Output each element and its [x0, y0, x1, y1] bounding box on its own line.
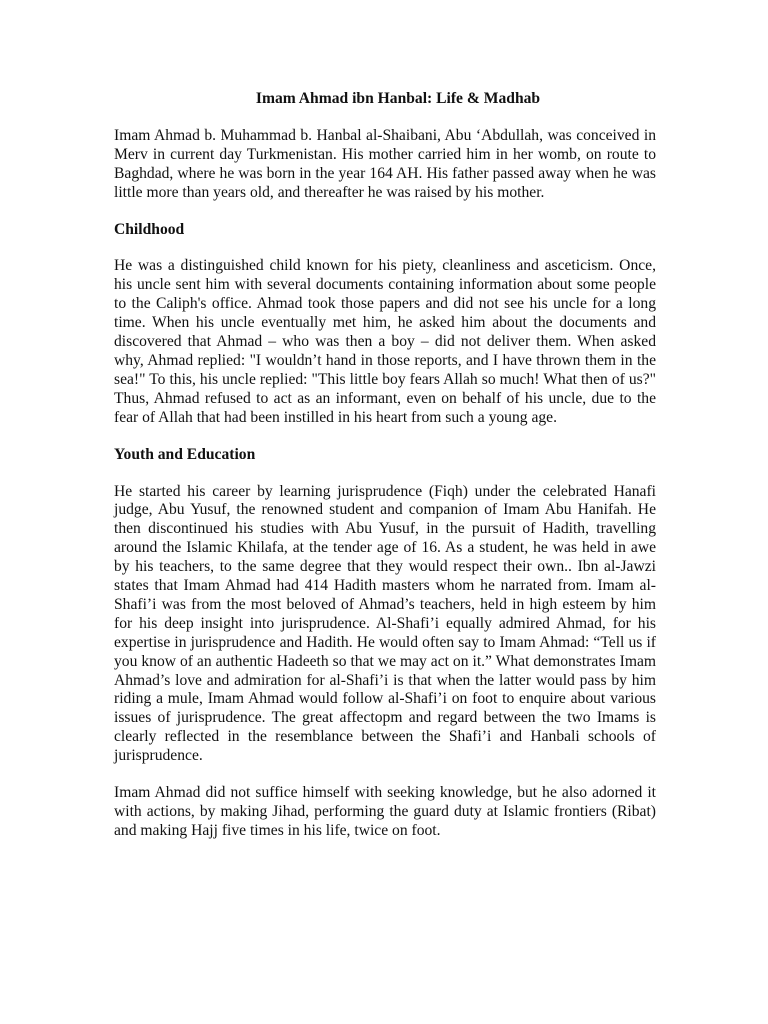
intro-paragraph: Imam Ahmad b. Muhammad b. Hanbal al-Shaibani, Abu ‘Abdullah, was conceived in Merv in current day Turkmenistan. His mother carried him in her womb, on route to Baghdad, where he was born in the year 164 AH. His father passed away when he was little more than years old, and thereafter he was raised by his mother. — [114, 126, 656, 201]
document-page — [114, 90, 656, 859]
youth-education-paragraph-1: He started his career by learning jurisprudence (Fiqh) under the celebrated Hanafi judge, Abu Yusuf, the renowned student and companion of Imam Abu Hanifah. He then discontinued his studies with Abu Yusuf, in the pursuit of Hadith, travelling around the Islamic Khilafa, at the tender age of 16. As a student, he was held in awe by his teachers, to the same degree that they would respect their own.. Ibn al-Jawzi states that Imam Ahmad had 414 Hadith masters whom he narrated from. Imam al-Shafi’i was from the most beloved of Ahmad’s teachers, held in high esteem by him for his deep insight into jurisprudence. Al-Shafi’i equally admired Ahmad, for his expertise in jurisprudence and Hadith. He would often say to Imam Ahmad: “Tell us if you know of an authentic Hadeeth so that we may act on it.” What demonstrates Imam Ahmad’s love and admiration for al-Shafi’i is that when the latter would pass by him riding a mule, Imam Ahmad would follow al-Shafi’i on foot to enquire about various issues of jurisprudence. The great affectopm and regard between the two Imams is clearly reflected in the resemblance between the Shafi’i and Hanbali schools of jurisprudence. — [114, 482, 656, 765]
youth-education-paragraph-2: Imam Ahmad did not suffice himself with seeking knowledge, but he also adorned it with actions, by making Jihad, performing the guard duty at Islamic frontiers (Ribat) and making Hajj five times in his life, twice on foot. — [114, 784, 656, 839]
childhood-paragraph: He was a distinguished child known for his piety, cleanliness and asceticism. Once, his uncle sent him with several documents containing information about some people to the Caliph's office. Ahmad took those papers and did not see his uncle for a long time. When his uncle eventually met him, he asked him about the documents and discovered that Ahmad – who was then a boy – did not deliver them. When asked why, Ahmad replied: "I wouldn’t hand in those reports, and I have thrown them in the sea!" To this, his uncle replied: "This little boy fears Allah so much! What then of us?" Thus, Ahmad refused to act as an informant, even on behalf of his uncle, due to the fear of Allah that had been instilled in his heart from such a young age. — [114, 257, 656, 426]
document-title: Imam Ahmad ibn Hanbal: Life & Madhab — [255, 90, 541, 107]
section-heading-youth-education: Youth and Education — [114, 445, 256, 463]
section-heading-childhood: Childhood — [114, 220, 185, 238]
